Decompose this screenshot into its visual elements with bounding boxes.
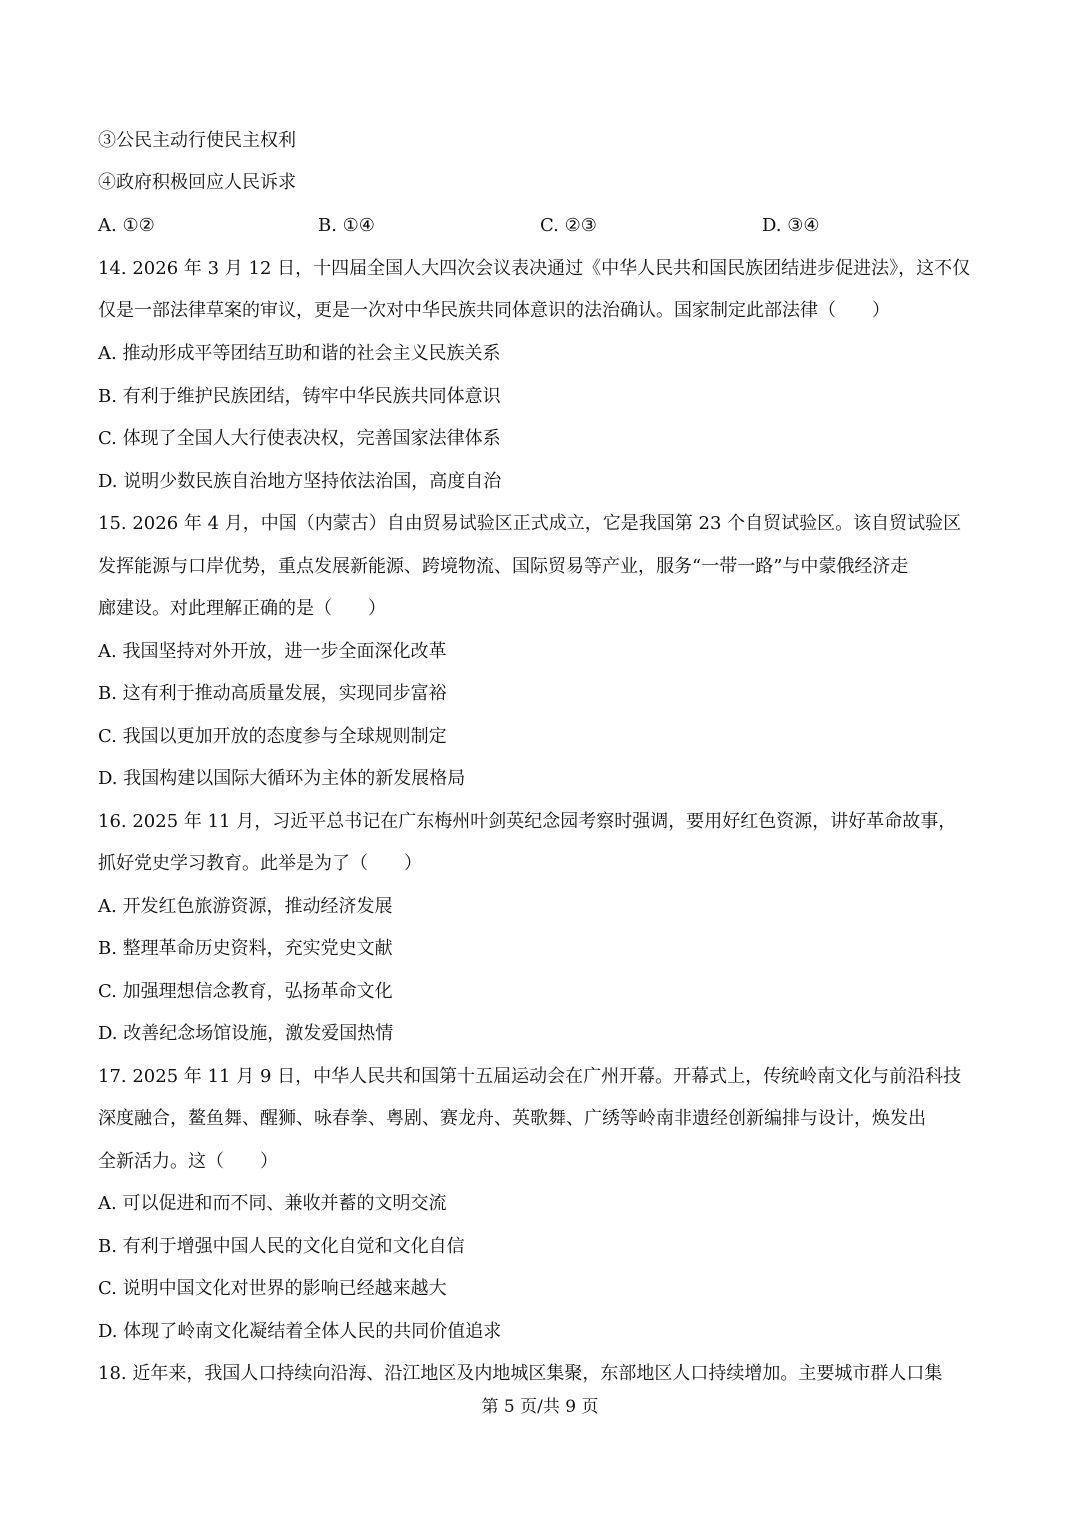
- q16-option-c: C. 加强理想信念教育，弘扬革命文化: [98, 981, 393, 1002]
- q15-option-a: A. 我国坚持对外开放，进一步全面深化改革: [98, 641, 447, 662]
- q17-option-b: B. 有利于增强中国人民的文化自觉和文化自信: [98, 1236, 465, 1257]
- q15-stem-line-1: 15. 2026 年 4 月，中国（内蒙古）自由贸易试验区正式成立，它是我国第 23 个自贸试验区。该自贸试验区: [98, 513, 962, 534]
- q15-option-c: C. 我国以更加开放的态度参与全球规则制定: [98, 726, 447, 747]
- q15-option-d: D. 我国构建以国际大循环为主体的新发展格局: [98, 768, 466, 789]
- q17-option-a: A. 可以促进和而不同、兼收并蓄的文明交流: [98, 1193, 447, 1214]
- prev-option-b: B. ①④: [318, 215, 375, 236]
- q17-stem-line-2: 深度融合，鳌鱼舞、醒狮、咏春拳、粤剧、赛龙舟、英歌舞、广绣等岭南非遗经创新编排与设计，焕发出: [98, 1108, 926, 1129]
- q15-option-b: B. 这有利于推动高质量发展，实现同步富裕: [98, 683, 447, 704]
- q18-stem-line-1: 18. 近年来，我国人口持续向沿海、沿江地区及内地城区集聚，东部地区人口持续增加。主要城市群人口集: [98, 1363, 943, 1384]
- prev-item-3: ③公民主动行使民主权利: [98, 130, 296, 151]
- q15-stem-line-2: 发挥能源与口岸优势，重点发展新能源、跨境物流、国际贸易等产业，服务“一带一路”与中蒙俄经济走: [98, 556, 909, 577]
- q14-option-b: B. 有利于维护民族团结，铸牢中华民族共同体意识: [98, 386, 501, 407]
- q17-option-d: D. 体现了岭南文化凝结着全体人民的共同价值追求: [98, 1321, 502, 1342]
- q14-stem-line-2: 仅是一部法律草案的审议，更是一次对中华民族共同体意识的法治确认。国家制定此部法律（ ）: [98, 300, 890, 321]
- prev-option-a: A. ①②: [98, 215, 155, 236]
- q17-stem-line-3: 全新活力。这（ ）: [98, 1151, 278, 1172]
- q17-stem-line-1: 17. 2025 年 11 月 9 日，中华人民共和国第十五届运动会在广州开幕。开幕式上，传统岭南文化与前沿科技: [98, 1066, 962, 1087]
- q16-stem-line-2: 抓好党史学习教育。此举是为了（ ）: [98, 853, 422, 874]
- q16-stem-line-1: 16. 2025 年 11 月，习近平总书记在广东梅州叶剑英纪念园考察时强调，要用好红色资源，讲好革命故事，: [98, 811, 957, 832]
- q15-stem-line-3: 廊建设。对此理解正确的是（ ）: [98, 598, 386, 619]
- q14-stem-line-1: 14. 2026 年 3 月 12 日，十四届全国人大四次会议表决通过《中华人民共和国民族团结进步促进法》，这不仅: [98, 258, 971, 279]
- page-footer: 第 5 页/共 9 页: [481, 1397, 599, 1417]
- q14-option-d: D. 说明少数民族自治地方坚持依法治国，高度自治: [98, 471, 502, 492]
- q16-option-d: D. 改善纪念场馆设施，激发爱国热情: [98, 1023, 394, 1044]
- q16-option-a: A. 开发红色旅游资源，推动经济发展: [98, 896, 393, 917]
- q16-option-b: B. 整理革命历史资料，充实党史文献: [98, 938, 393, 959]
- prev-option-c: C. ②③: [540, 215, 597, 236]
- prev-item-4: ④政府积极回应人民诉求: [98, 172, 296, 193]
- q14-option-a: A. 推动形成平等团结互助和谐的社会主义民族关系: [98, 343, 501, 364]
- q17-option-c: C. 说明中国文化对世界的影响已经越来越大: [98, 1278, 447, 1299]
- q14-option-c: C. 体现了全国人大行使表决权，完善国家法律体系: [98, 428, 501, 449]
- prev-option-d: D. ③④: [762, 215, 820, 236]
